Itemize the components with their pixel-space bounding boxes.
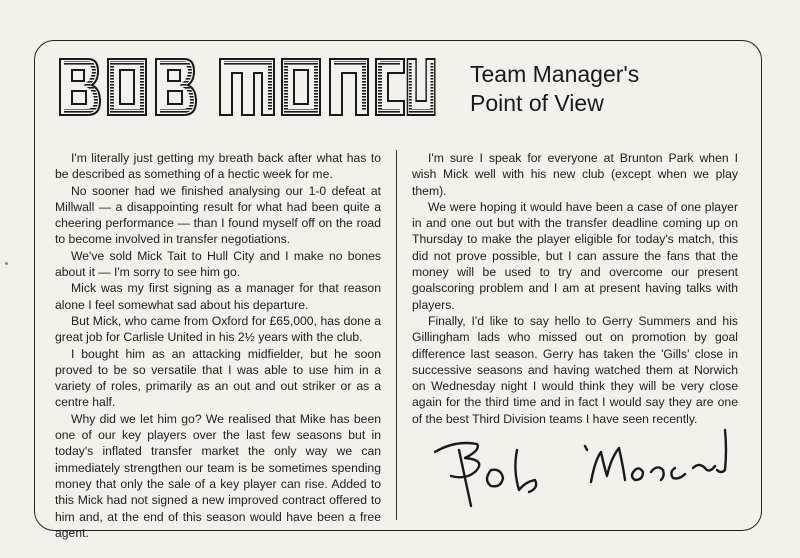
column-divider (396, 150, 397, 520)
paper-speck (5, 262, 8, 265)
paragraph: We were hoping it would have been a case of one player in and one out but with the transfer deadline coming up on Thursday to make the player eligible for today's match, this did not prove possible, but I can assure the fans that the money will be used to try and overcome our present goalscoring problem and I am at present having talks with players. (412, 199, 738, 312)
handwritten-signature (425, 410, 755, 520)
paragraph: Why did we let him go? We realised that Mike has been one of our key players over the last few seasons but in today's inflated transfer market the only way we can immediately strengthen our team is be sometimes spending money that only the sale of a key player can rise. Added to this Mick had not signed a new improved contract offered to him and, at the end of this season would have been a free agent. (55, 411, 381, 540)
bob-moncur-logo (58, 57, 438, 119)
heading-line-2: Point of View (470, 90, 604, 116)
paragraph: No sooner had we finished analysing our 1-0 defeat at Millwall — a disappointing result for what had been quite a cheering performance — than I found myself off on the road to become involved in transfer negotiations. (55, 183, 381, 247)
paragraph: I'm sure I speak for everyone at Brunton Park when I wish Mick well with his new club (except when we play them). (412, 151, 738, 198)
page-heading (470, 60, 639, 118)
article-left-column (55, 150, 381, 541)
paragraph: Finally, I'd like to say hello to Gerry Summers and his Gillingham lads who missed out on promotion by goal difference last season. Gerry has taken the 'Gills' close in successive seasons and having watched them at Norwich on Wednesday night I would think they will be very close again for the third time and in fact I would say they are one of the best Third Division teams I have seen recently. (412, 313, 738, 426)
paragraph: But Mick, who came from Oxford for £65,000, has done a great job for Carlisle United in his 2½ years with the club. (55, 313, 381, 345)
article-right-column (412, 150, 738, 427)
paragraph: I'm literally just getting my breath back after what has to be described as something of a hectic week for me. (55, 151, 381, 182)
heading-line-1: Team Manager's (470, 61, 640, 87)
paragraph: We've sold Mick Tait to Hull City and I make no bones about it — I'm sorry to see him go. (55, 248, 381, 280)
paragraph: I bought him as an attacking midfielder, but he soon proved to be so versatile that I was able to use him in a variety of roles, primarily as an out and out striker or as a centre half. (55, 346, 381, 410)
paragraph: Mick was my first signing as a manager for that reason alone I feel somewhat sad about his departure. (55, 281, 381, 312)
